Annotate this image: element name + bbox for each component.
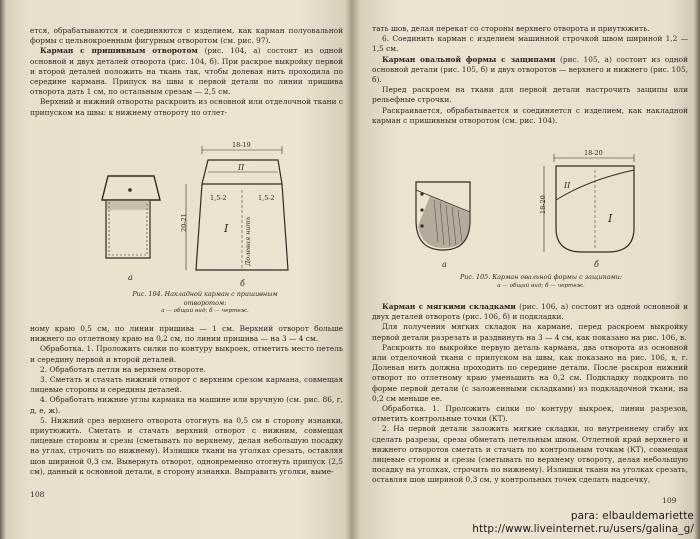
paragraph-text: 3. Сметать и стачать нижний отворот с верхним срезом кармана, совмещая лицевые стороны и середины деталей. <box>30 375 343 395</box>
paragraph <box>372 55 688 86</box>
label-II-105: II <box>564 181 571 190</box>
paragraph <box>372 34 688 54</box>
paragraph <box>30 365 343 375</box>
paragraph-heading: Карман с мягкими складками <box>382 302 516 311</box>
caption-104-legend: а — общий вид; б — чертеж. <box>161 308 249 314</box>
paragraph-text: 2. Обработать петли на верхнем отвороте. <box>40 364 206 374</box>
caption-104 <box>110 290 300 316</box>
label-b-104: б <box>240 279 245 288</box>
paragraph-text: 6. Соединить карман с изделием машинной строчкой швом шириной 1,2 — 1,5 см. <box>372 34 688 54</box>
dim-left-104: 20-21 <box>180 213 188 232</box>
right-top-text <box>372 24 688 126</box>
paragraph <box>30 344 343 364</box>
paragraph-text: Для получения мягких складок на кармане, перед раскроем выкройку первой детали разрезать и раздвинуть на 3 — 4 см, как показано на рис. 106, в. <box>372 322 688 342</box>
paragraph-text: ному краю 0,5 см, по линии пришива — 1 см. Верхний отворот больше нижнего по отлетному краю на 0,2 см, по линии пришива — на 3 — 4 см. <box>30 324 343 344</box>
label-a-105: а <box>442 260 447 269</box>
paragraph <box>372 106 688 126</box>
paragraph-text: Верхний и нижний отвороты раскроить из основной или отделочной ткани с припуском на швы: к нижнему отвороту по отлет- <box>30 97 343 117</box>
dim-small2-104: 1,5-2 <box>258 194 275 202</box>
label-b-105: б <box>594 260 599 269</box>
paragraph <box>30 324 343 344</box>
left-top-text <box>30 26 343 118</box>
paragraph <box>372 404 688 424</box>
page-number-left: 108 <box>30 490 45 499</box>
paragraph-text: (рис. 106, а) состоит из одной основной и двух деталей отворота (рис. 106, б) и подкладки. <box>372 302 688 322</box>
dim-top-105: 18-20 <box>584 149 603 157</box>
label-II-104: II <box>238 163 245 172</box>
paragraph-text: Раскроить по выкройке первую деталь кармана, два отворота из основной или отделочной ткани с припуском на швы, как показано на рис. 106, в, г. Долевая нить должна проходить по середине детали. После раскроя нижний отворот по отлетному краю уменьшить на 0,2 см. Подкладку подкроить по форме первой детали (с заложенными складками) из подкладочной ткани, на 0,2 см меньше ее. <box>372 342 688 403</box>
paragraph <box>30 395 343 415</box>
paragraph <box>30 97 343 117</box>
paragraph <box>372 322 688 342</box>
paragraph-text: Обработка. 1. Проложить силки по контуру выкроек, отметить место петель и середину первой и второй деталей. <box>30 344 343 364</box>
paragraph-text: Раскраивается, обрабатывается и соединяется с изделием, как накладной карман с пришивным отворотом (см. рис. 104). <box>372 105 688 125</box>
paragraph-text: тать шов, делая перекат со стороны верхнего отворота и приутюжить. <box>372 24 650 33</box>
paragraph <box>372 302 688 322</box>
dim-left-105: 18-20 <box>539 195 547 214</box>
right-page <box>350 0 700 539</box>
pocket-view-a <box>102 176 160 258</box>
figure-105 <box>408 150 648 270</box>
dim-small1-104: 1,5-2 <box>210 194 227 202</box>
caption-105-title: Рис. 105. Карман овальной формы с защипами: <box>459 273 623 281</box>
watermark-line2: http://www.liveinternet.ru/users/galina_g/ <box>472 523 694 535</box>
label-I-105: I <box>608 212 613 225</box>
left-bottom-text <box>30 324 343 477</box>
dim-top-104: 18-19 <box>232 141 251 149</box>
right-bottom-text <box>372 302 688 486</box>
paragraph-text: (рис. 104, а) состоит из одной основной и двух деталей отворота (рис. 104, б). При раскрое выкройку первой и второй деталей положить на ткань так, чтобы долевая нить проходила по середине кармана. Припуск на швы к первой детали по линии пришива отворота дать 1 см, по остальным срезам — 2,5 см. <box>30 46 343 97</box>
watermark-line1: para: elbauldemariette <box>570 510 694 522</box>
paragraph <box>372 24 688 34</box>
paragraph-text: 5. Нижний срез верхнего отворота отогнуть на 0,5 см в сторону изнанки, приутюжить. Сметать и стачать верхний отворот с нижним, совмещая лицевые стороны и срезы (сметывать по верхнему, делая небольшую посадку на углах, строчить по нижнему). Излишки ткани на уголках срезать, оставляя шов шириной 0,3 см. Вывернуть отворот, одновременно отогнуть припуск (2,5 см), данный к основной детали, в сторону изнанки. Выправить уголки, выме- <box>30 415 343 476</box>
paragraph-text: (рис. 105, а) состоит из одной основной детали (рис. 105, б) и двух отворотов — верхнего и нижнего (рис. 105, б). <box>372 54 688 85</box>
caption-105 <box>426 273 656 290</box>
oval-pocket-draft-b <box>544 154 634 252</box>
paragraph-text: 2. На первой детали заложить мягкие складки, по внутреннему сгибу их сделать разрезы, срезы обметать петельным швом. Отлетной край верхнего и нижнего отворотов сметать и стачать по контрольным точкам (КТ), совмещая лицевые стороны и срезы (сметывать по верхнему отвороту, делая небольшую посадку на уголках, строчить по нижнему). Излишки ткани на уголках срезать, оставляя шов шириной 0,3 см, у контрольных точек сделать надсечку, <box>372 424 688 485</box>
paragraph-text: Обработка. 1. Проложить силки по контуру выкроек, линии разрезов, отметить контрольные точки (КТ). <box>372 404 688 424</box>
label-a-104: а <box>128 273 133 282</box>
page-number-right: 109 <box>662 496 677 505</box>
label-I-104: I <box>224 222 229 235</box>
paragraph <box>372 85 688 105</box>
caption-104-title: Рис. 104. Накладной карман с пришивным отворотом: <box>132 290 278 307</box>
paragraph <box>30 26 343 46</box>
pocket-draft-b <box>186 146 288 270</box>
figure-104 <box>90 140 310 295</box>
paragraph <box>372 343 688 404</box>
grain-line-104: Долевая нить <box>244 216 252 266</box>
paragraph-text: ется, обрабатываются и соединяются с изделием, как карман полуовальной формы с цельнокроенным фигурным отворотом (см. рис. 97). <box>30 26 343 46</box>
paragraph <box>30 375 343 395</box>
oval-pocket-view-a <box>416 182 470 250</box>
paragraph-heading: Карман с пришивным отворотом <box>40 46 198 56</box>
paragraph <box>30 416 343 477</box>
paragraph-text: Перед раскроем на ткани для первой детали настрочить защипы или рельефные строчки. <box>372 85 688 105</box>
watermark <box>374 510 694 536</box>
paragraph <box>30 46 343 97</box>
caption-105-legend: а — общий вид; б — чертеж. <box>497 282 585 289</box>
paragraph-heading: Карман овальной формы с защипами <box>382 54 556 64</box>
paragraph <box>372 424 688 485</box>
paragraph-text: 4. Обработать нижние углы кармака на машине или вручную (см. рис. 86, г, д, е, ж). <box>30 395 343 415</box>
